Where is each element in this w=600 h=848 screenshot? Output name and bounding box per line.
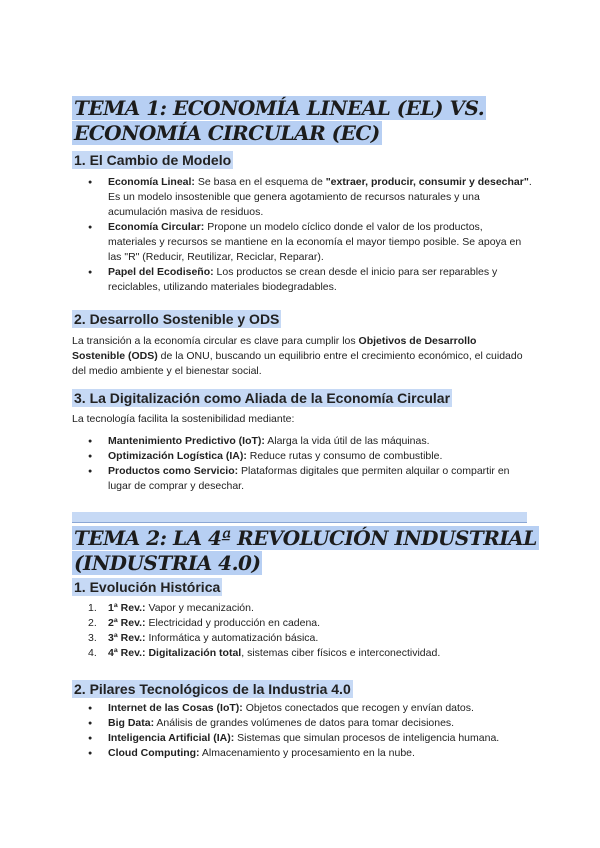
section-heading-evolucion: 1. Evolución Histórica — [74, 579, 221, 595]
section-heading-pilares: 2. Pilares Tecnológicos de la Industria 4.0 — [74, 681, 351, 697]
list-item: ● Inteligencia Artificial (IA): Sistemas que simulan procesos de inteligencia humana. — [72, 731, 532, 746]
list-item: ● Economía Lineal: Se basa en el esquema de "extraer, producir, consumir y desechar". Es un modelo insostenible que genera agotamiento de recursos naturales y una acumulación masiva de residuos. — [72, 175, 532, 220]
section-heading-desarrollo-sostenible: 2. Desarrollo Sostenible y ODS — [74, 311, 280, 327]
list-cambio-modelo — [72, 175, 532, 295]
topic-2-title-line-2: (INDUSTRIA 4.0) — [74, 551, 261, 575]
section-divider — [72, 512, 527, 523]
topic-1-title-line-1: TEMA 1: ECONOMÍA LINEAL (EL) VS. — [74, 96, 485, 120]
section-heading-digitalizacion: 3. La Digitalización como Aliada de la Economía Circular — [74, 390, 451, 406]
list-pilares — [72, 701, 532, 761]
topic-2-title — [72, 526, 539, 576]
list-item: 4. 4ª Rev.: Digitalización total, sistemas ciber físicos e interconectividad. — [88, 647, 441, 659]
list-item: 1. 1ª Rev.: Vapor y mecanización. — [88, 602, 254, 614]
list-item: ● Cloud Computing: Almacenamiento y procesamiento en la nube. — [72, 746, 532, 761]
paragraph-ods: La transición a la economía circular es clave para cumplir los Objetivos de Desarrollo Sostenible (ODS) de la ONU, buscando un equilibrio entre el crecimiento económico, el cuidado del medio ambiente y el bienestar social. — [72, 335, 523, 377]
list-item: 3. 3ª Rev.: Informática y automatización básica. — [88, 632, 319, 644]
list-item: ● Big Data: Análisis de grandes volúmenes de datos para tomar decisiones. — [72, 716, 532, 731]
list-item: 2. 2ª Rev.: Electricidad y producción en cadena. — [88, 617, 321, 629]
topic-2-title-line-1: TEMA 2: LA 4ª REVOLUCIÓN INDUSTRIAL — [74, 526, 537, 550]
list-evolucion — [72, 601, 532, 661]
section-heading-cambio-modelo: 1. El Cambio de Modelo — [74, 152, 232, 168]
topic-1-title-line-2: ECONOMÍA CIRCULAR (EC) — [74, 121, 380, 145]
paragraph-digitalizacion-intro: La tecnología facilita la sostenibilidad mediante: — [72, 413, 295, 425]
list-digitalizacion — [72, 434, 532, 494]
list-item: ● Mantenimiento Predictivo (IoT): Alarga la vida útil de las máquinas. — [72, 434, 532, 449]
list-item: ● Papel del Ecodiseño: Los productos se crean desde el inicio para ser reparables y reciclables, utilizando materiales biodegradables. — [72, 265, 532, 295]
list-item: ● Internet de las Cosas (IoT): Objetos conectados que recogen y envían datos. — [72, 701, 532, 716]
list-item: ● Productos como Servicio: Plataformas digitales que permiten alquilar o compartir en lugar de comprar y desechar. — [72, 464, 532, 494]
topic-1-title — [72, 96, 486, 146]
list-item: ● Optimización Logística (IA): Reduce rutas y consumo de combustible. — [72, 449, 532, 464]
list-item: ● Economía Circular: Propone un modelo cíclico donde el valor de los productos, materiales y recursos se mantiene en la economía el mayor tiempo posible. Se apoya en las "R" (Reducir, Reutilizar, Reciclar, Reparar). — [72, 220, 532, 265]
